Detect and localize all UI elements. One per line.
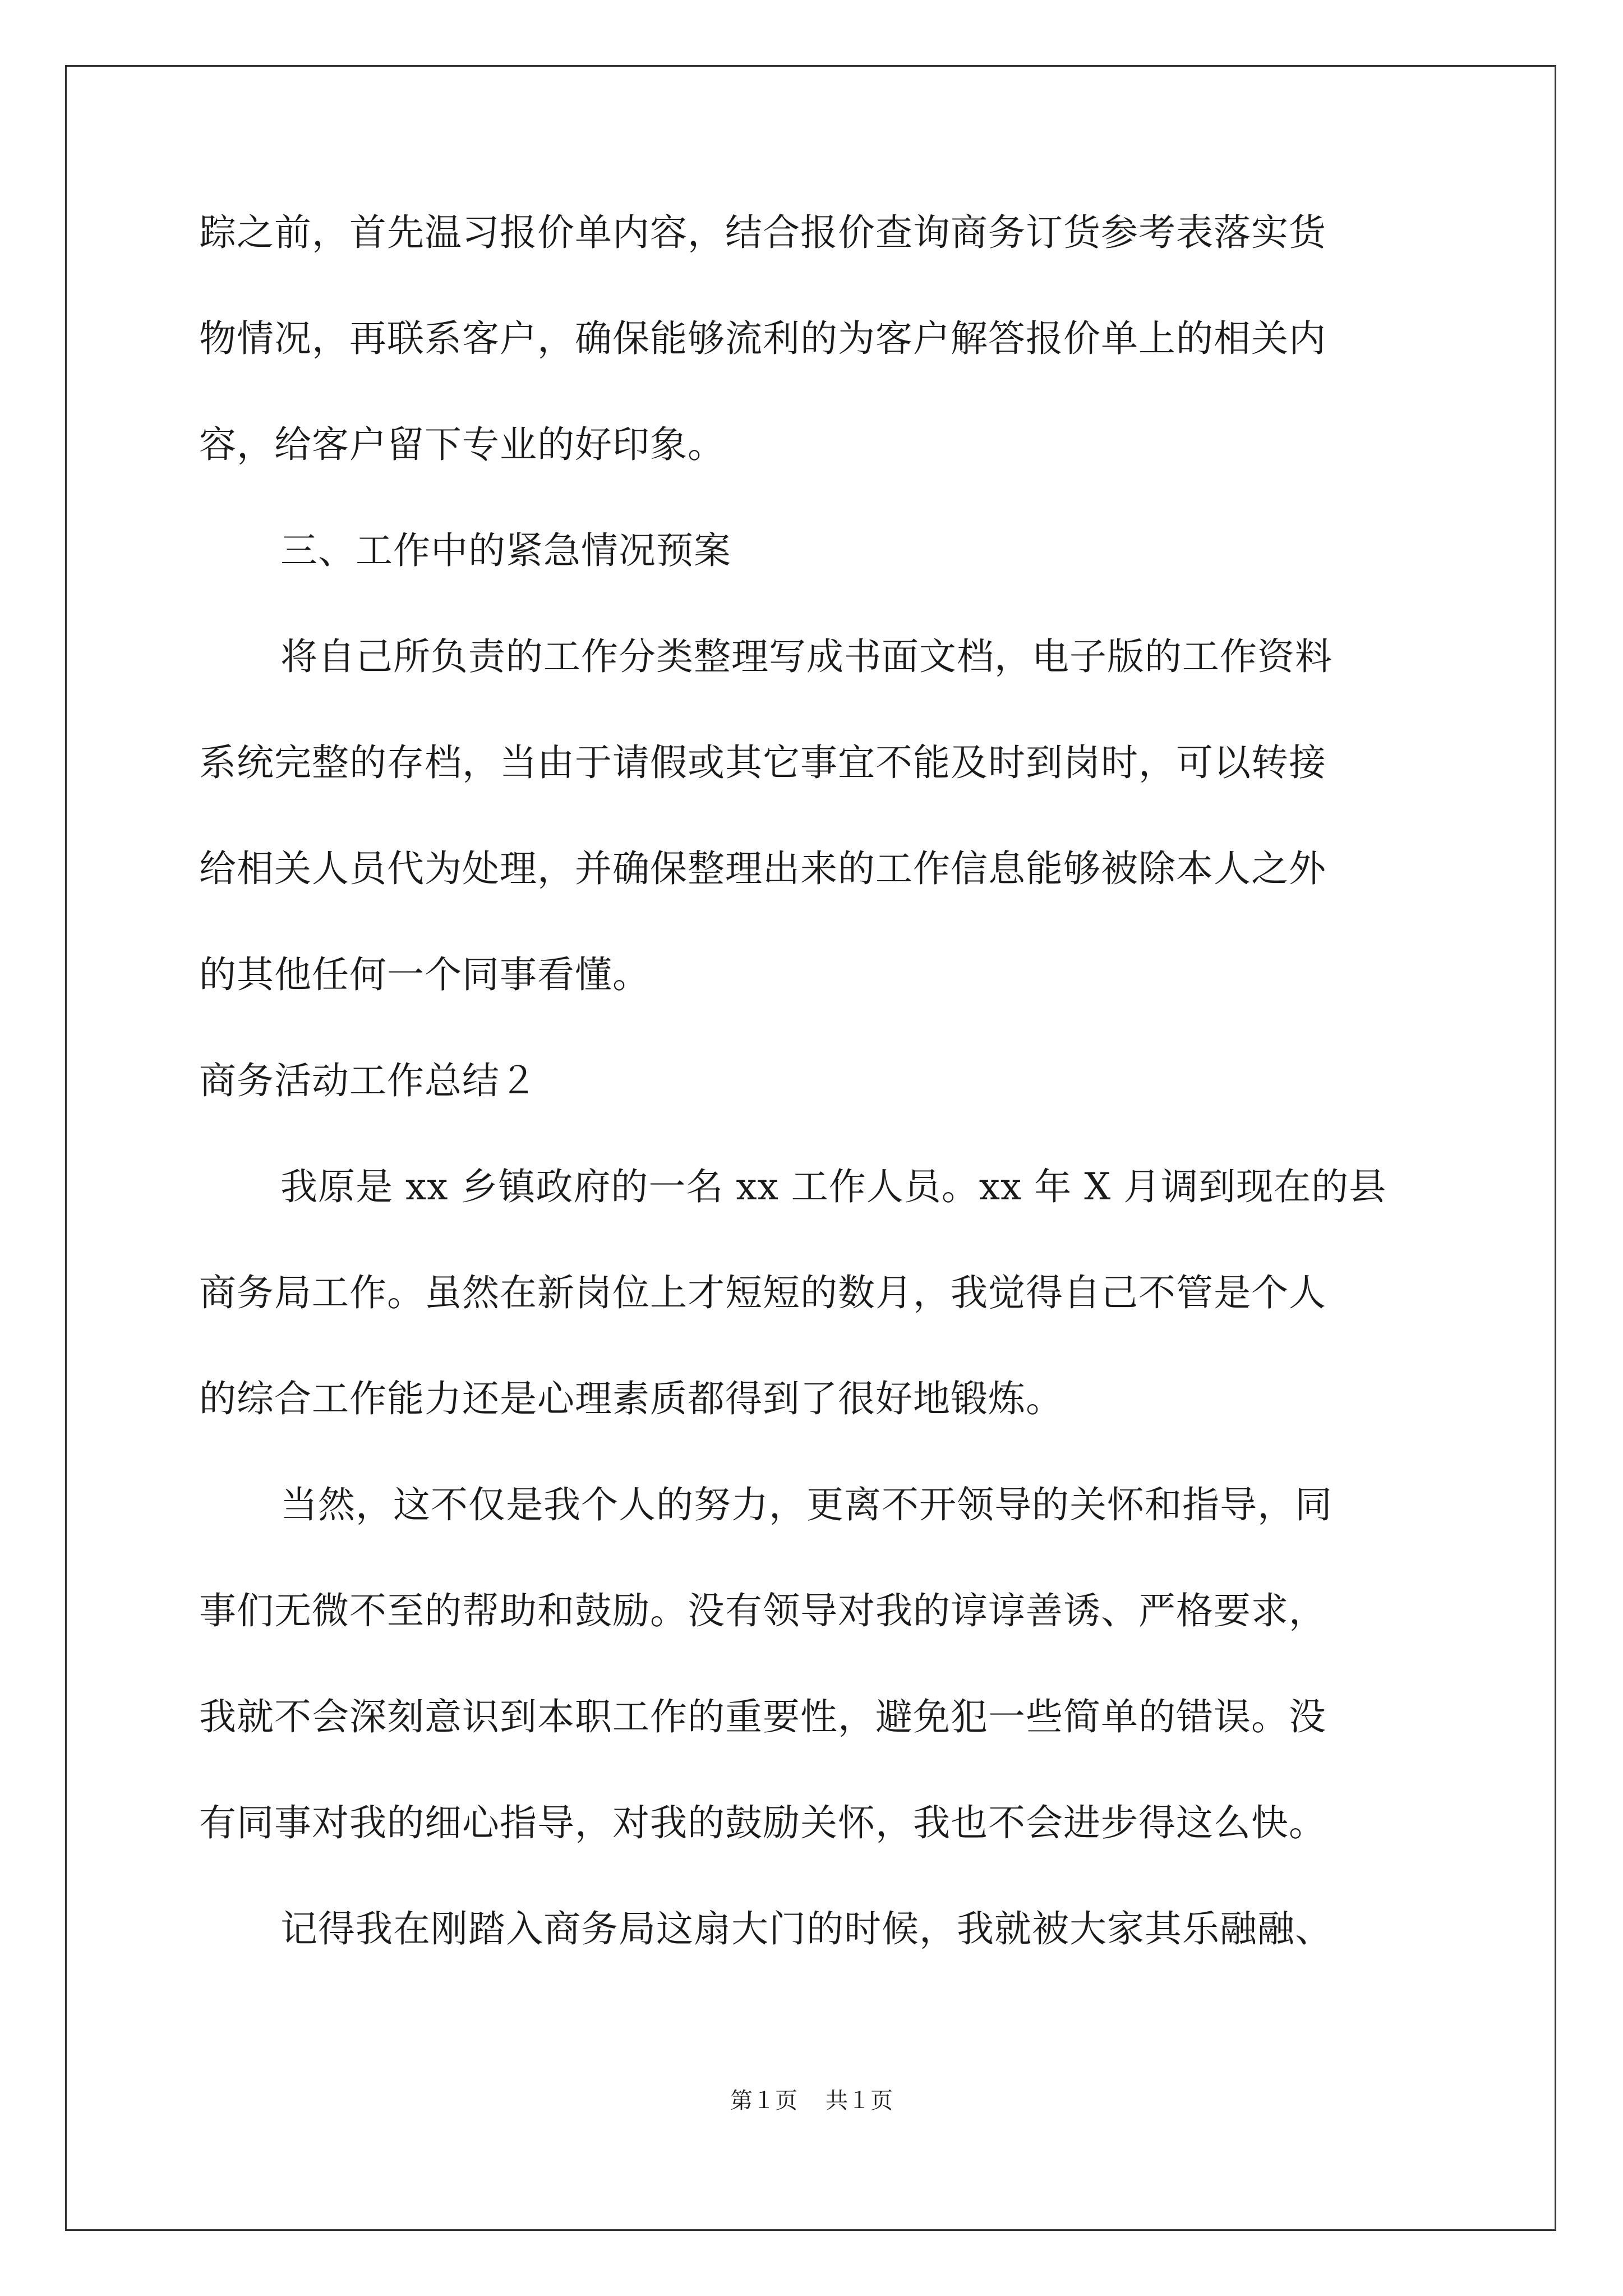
- text-line: 踪之前，首先温习报价单内容，结合报价查询商务订货参考表落实货: [199, 211, 1326, 254]
- text-line: 我原是 xx 乡镇政府的一名 xx 工作人员。xx 年 X 月调到现在的县: [280, 1165, 1387, 1208]
- text-line: 的其他任何一个同事看懂。: [199, 953, 650, 996]
- page-total: 共１页: [826, 2088, 893, 2114]
- text-line: 物情况，再联系客户，确保能够流利的为客户解答报价单上的相关内: [199, 317, 1326, 360]
- page-footer: [0, 2088, 1623, 2114]
- section-heading: 三、工作中的紧急情况预案: [280, 529, 731, 572]
- text-line: 商务局工作。虽然在新岗位上才短短的数月，我觉得自己不管是个人: [199, 1271, 1326, 1314]
- article-title: 商务活动工作总结２: [199, 1059, 537, 1102]
- text-line: 容，给客户留下专业的好印象。: [199, 423, 725, 466]
- text-line: 记得我在刚踏入商务局这扇大门的时候，我就被大家其乐融融、: [280, 1907, 1332, 1950]
- text-line: 有同事对我的细心指导，对我的鼓励关怀，我也不会进步得这么快。: [199, 1801, 1326, 1844]
- page-number: 第１页: [730, 2088, 797, 2114]
- text-line: 当然，这不仅是我个人的努力，更离不开领导的关怀和指导，同: [280, 1483, 1332, 1526]
- text-line: 系统完整的存档，当由于请假或其它事宜不能及时到岗时，可以转接: [199, 741, 1326, 784]
- text-line: 的综合工作能力还是心理素质都得到了很好地锻炼。: [199, 1377, 1063, 1420]
- text-line: 事们无微不至的帮助和鼓励。没有领导对我的谆谆善诱、严格要求，: [199, 1589, 1326, 1632]
- text-line: 将自己所负责的工作分类整理写成书面文档，电子版的工作资料: [280, 635, 1332, 678]
- document-body: [199, 213, 1427, 2016]
- text-line: 我就不会深刻意识到本职工作的重要性，避免犯一些简单的错误。没: [199, 1695, 1326, 1738]
- text-line: 给相关人员代为处理，并确保整理出来的工作信息能够被除本人之外: [199, 847, 1326, 890]
